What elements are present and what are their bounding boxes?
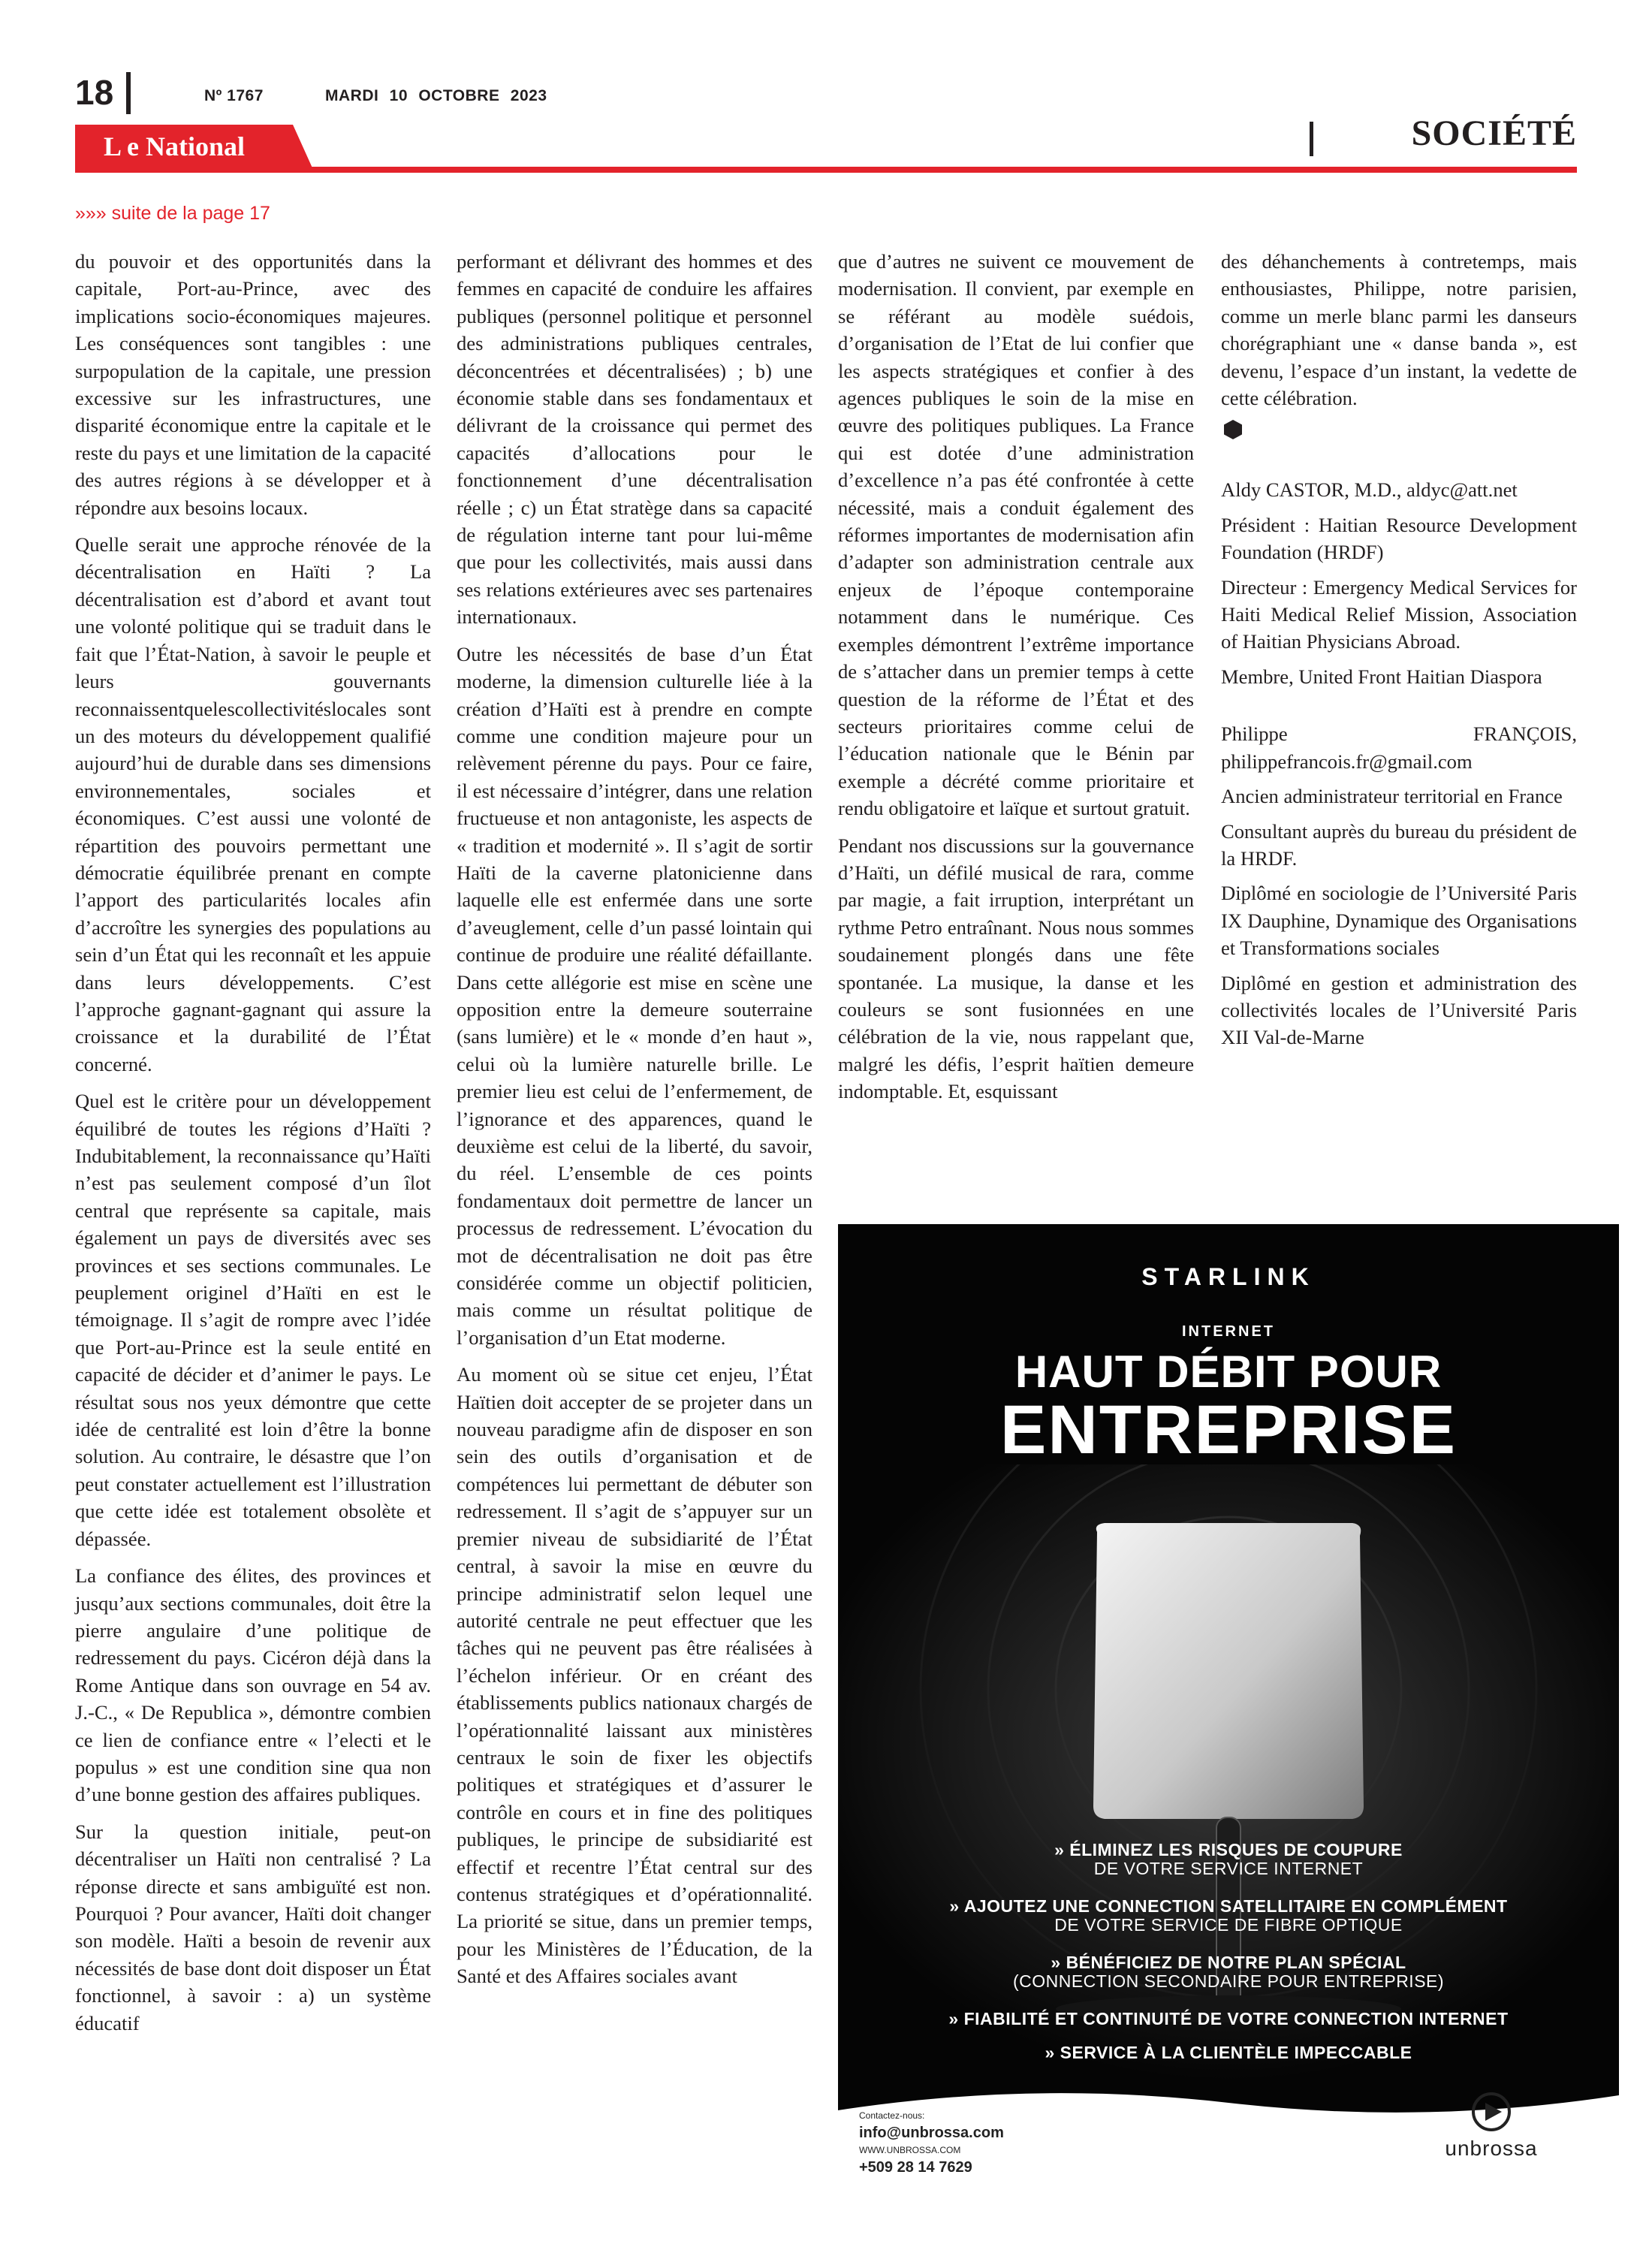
page-number: 18 [75,73,114,112]
issue-date: MARDI 10 OCTOBRE 2023 [325,87,547,104]
contact-label: Contactez-nous: [859,2110,925,2121]
author-name: Aldy CASTOR, M.D., aldyc@att.net [1221,478,1518,502]
author-credential: Directeur : Emergency Medical Services for Haiti Medical Relief Mission, Association of Haitian Physicians Abroad. [1221,575,1577,653]
ad-bullet-sub: (CONNECTION SECONDAIRE POUR ENTREPRISE) [1012,1971,1445,1991]
continuation-note: »»» suite de la page 17 [75,203,270,224]
paragraph: Quel est le critère pour un développement équilibré de toutes les régions d’Haïti ? Indubitablement, la reconnaissance qu’Haïti n’est pas seulement composé d’un îlot central que représente sa capitale, mais également un pays de diversités avec ses provinces et ses sections communales. Le peuplement originel d’Haïti en est le témoignage. Il s’agit de rompre avec l’idée que Port-au-Prince est la seule entité en capacité de décider et d’animer le pays. Le résultat sous nos yeux démontre que cette idée de centralité est loin d’être la bonne solution. Au contraire, le désastre que l’on peut constater actuellement est l’illustration que cette idée est totalement obsolète et dépassée. [75,1090,431,1550]
ad-bullet: » FIABILITÉ ET CONTINUITÉ DE VOTRE CONNECTION INTERNET [948,2009,1509,2028]
author-credential: Diplômé en sociologie de l’Université Paris IX Dauphine, Dynamique des Organisations et Transformations sociales [1221,882,1577,960]
header-rule [75,167,1577,173]
article-column-3 [838,248,1194,1115]
ad-bullet: » BÉNÉFICIEZ DE NOTRE PLAN SPÉCIAL [1051,1953,1406,1972]
ad-headline-large: ENTREPRISE [1000,1392,1457,1468]
author-credential: Ancien administrateur territorial en France [1221,785,1563,808]
author-credential: Président : Haitian Resource Development Foundation (HRDF) [1221,513,1577,564]
paragraph: performant et délivrant des hommes et des femmes en capacité de conduire les affaires publiques (personnel politique et personnel des administrations publiques centrales, déconcentrées et décentralisées) ; b) une économie stable dans ses fondamentaux et délivrant de la croissance qui permet des capacités d’allocations pour le fonctionnement d’une décentralisation réelle ; c) un État stratège dans sa capacité de régulation interne tant pour lui-même que pour les collectivités, mais aussi dans ses relations extérieures avec ses partenaires internationaux. [457,250,812,629]
paragraph: des déhanchements à contretemps, mais enthousiastes, Philippe, notre parisien, comme un merle blanc parmi les danseurs chorégraphiant une « danse banda », est devenu, l’espace d’un instant, la vedette de cette célébration. [1221,250,1577,410]
contact-website[interactable]: WWW.UNBROSSA.COM [859,2145,961,2155]
ad-bullet: » SERVICE À LA CLIENTÈLE IMPECCABLE [1045,2043,1412,2062]
paragraph: Pendant nos discussions sur la gouvernance d’Haïti, un défilé musical de rara, comme par magie, a fait irruption, interprétant un rythme Petro entraînant. Nous nous sommes soudainement plongés dans une fête spontanée. La musique, la danse et les couleurs se sont fusionnées en une célébration de la vie, nous rappelant que, malgré les défis, l’esprit haïtien demeure indomptable. Et, esquissant [838,834,1194,1103]
ad-tag: INTERNET [1182,1323,1275,1340]
contact-phone: +509 28 14 7629 [859,2159,972,2176]
ad-bullet-sub: DE VOTRE SERVICE DE FIBRE OPTIQUE [1054,1915,1403,1935]
author-credential: Consultant auprès du bureau du président de la HRDF. [1221,819,1577,870]
contact-email[interactable]: info@unbrossa.com [859,2125,1004,2141]
paragraph: Sur la question initiale, peut-on décentraliser un Haïti non centralisé ? La réponse directe et sans ambiguïté est non. Pourquoi ? Pour avancer, Haïti doit changer son modèle. Haïti a besoin de revenir aux nécessités de base dont doit disposer un État fonctionnel, à savoir : a) un système éducatif [75,1820,431,2034]
article-column-4 [1221,248,1577,1059]
ad-contact-block [859,2107,1004,2176]
paragraph: Outre les nécessités de base d’un État moderne, la dimension culturelle liée à la création d’Haïti est à prendre en compte comme une condition majeure pour un relèvement pérenne du pays. Pour ce faire, il est nécessaire d’intégrer, dans une relation fructueuse et non antagoniste, les aspects de « tradition et modernité ». Il s’agit de sortir Haïti de la caverne platonicienne dans laquelle elle est enfermée dans une sorte d’aveuglement, celle d’un passé lointain qui continue de produire une réalité défaillante. Dans cette allégorie est mise en scène une opposition entre la demeure souterraine (sans lumière) et le « monde d’en haut », celui où la lumière naturelle brille. Le premier lieu est celui de l’enfermement, de l’ignorance et des apparences, quand le deuxième est celui de la liberté, du savoir, du réel. L’ensemble de ces points fondamentaux doit permettre de lancer un processus de redressement. L’évocation du mot de décentralisation ne doit pas être considérée comme un objectif politicien, mais comme un résultat politique de l’organisation d’un Etat moderne. [457,642,812,1349]
author-name: Philippe FRANÇOIS, philippefrancois.fr@gmail.com [1221,722,1577,773]
section-title: SOCIÉTÉ [1411,113,1577,153]
author-credential: Membre, United Front Haitian Diaspora [1221,665,1542,688]
ad-bullet-sub: DE VOTRE SERVICE INTERNET [1093,1859,1364,1878]
ad-brand: STARLINK [1141,1263,1316,1290]
ad-company-logo: unbrossa [1445,2137,1538,2160]
section-divider [1310,122,1313,156]
article-column-1 [75,248,431,2046]
author-credential: Diplômé en gestion et administration des collectivités locales de l’Université Paris XII Val-de-Marne [1221,971,1577,1049]
paragraph: Quelle serait une approche rénovée de la décentralisation en Haïti ? La décentralisation est d’abord et avant tout une volonté politique qui se traduit dans le fait que l’État-Nation, à savoir le peuple et leurs gouvernants reconnaissentquelescollectivitéslocales sont un des moteurs du développement qualifié aujourd’hui de durable dans ses dimensions environnementales, sociales et économiques. C’est aussi une volonté de répartition des pouvoirs permettant une démocratie équilibrée prenant en compte l’apport des particularités locales afin d’accroître les synergies des populations au sein d’un État qui les reconnaît et les appuie dans leurs développements. C’est l’approche gagnant-gagnant qui assure la croissance et la durabilité de l’État concerné. [75,533,431,1075]
article-column-2 [457,248,812,2000]
paragraph: que d’autres ne suivent ce mouvement de modernisation. Il convient, par exemple en se référant au modèle suédois, d’organisation de l’Etat de lui confier que les aspects stratégiques et confier à des agences publiques le soin de la mise en œuvre des politiques publiques. La France qui est dotée d’une administration d’excellence n’a pas été confrontée à cette nécessité, mais a conduit également des réformes importantes de modernisation afin d’adapter son administration centrale aux enjeux de l’époque contemporaine notamment dans le numérique. Ces exemples démontrent l’extrême importance de s’attacher dans un premier temps à cette question de la réforme de l’État et des secteurs prioritaires comme celui de l’éducation nationale que le Bénin par exemple a décrété comme prioritaire et rendu obligatoire et laïque et surtout gratuit. [838,250,1194,820]
newspaper-logo-text: L e National [104,131,246,161]
paragraph: La confiance des élites, des provinces et jusqu’aux sections communales, doit être la pierre angulaire d’une politique de redressement du pays. Cicéron déjà dans la Rome Antique dans son ouvrage en 54 av. J.-C., « De Republica », démontre combien ce lien de confiance entre « l’electi et le populus » est une condition sine qua non d’une bonne gestion des affaires publiques. [75,1564,431,1806]
ad-bullet: » ÉLIMINEZ LES RISQUES DE COUPURE [1054,1840,1403,1859]
paragraph: du pouvoir et des opportunités dans la capitale, Port-au-Prince, avec des implications socio-économiques majeures. Les conséquences sont tangibles : une surpopulation de la capitale, une pression excessive sur les infrastructures, une disparité économique entre la capitale et le reste du pays et une limitation de la capacité des autres régions à se développer et à répondre aux besoins locaux. [75,250,431,519]
issue-number: Nº 1767 [204,87,264,104]
starlink-advertisement [838,1224,1619,2178]
ad-bullet: » AJOUTEZ UNE CONNECTION SATELLITAIRE EN COMPLÉMENT [949,1896,1508,1916]
paragraph: Au moment où se situe cet enjeu, l’État Haïtien doit accepter de se projeter dans un nouveau paradigme afin de disposer en son sein des outils d’organisation et de compétences lui permettant de débuter son redressement. Il s’agit de s’appuyer sur un premier niveau de subsidiarité de l’État central, à savoir la mise en œuvre du principe administratif selon lequel une autorité centrale ne peut effectuer que les tâches qui ne peuvent pas être réalisées à l’échelon inférieur. Or en créant des établissements publics nationaux chargés de l’opérationnalité laissant aux ministères centraux le soin de fixer les objectifs politiques et stratégiques et d’assurer le contrôle en cours et in fine des politiques publiques, le principe de subsidiarité est effectif et recentre l’État central sur des contenus stratégiques et d’opérationnalité. La priorité se situe, dans un premier temps, pour les Ministères de l’Éducation, de la Santé et des Affaires sociales avant [457,1363,812,1988]
hexagon-end-mark-icon [1222,419,1244,440]
page-number-divider [126,72,131,114]
ad-headline: HAUT DÉBIT POUR [1014,1347,1442,1397]
